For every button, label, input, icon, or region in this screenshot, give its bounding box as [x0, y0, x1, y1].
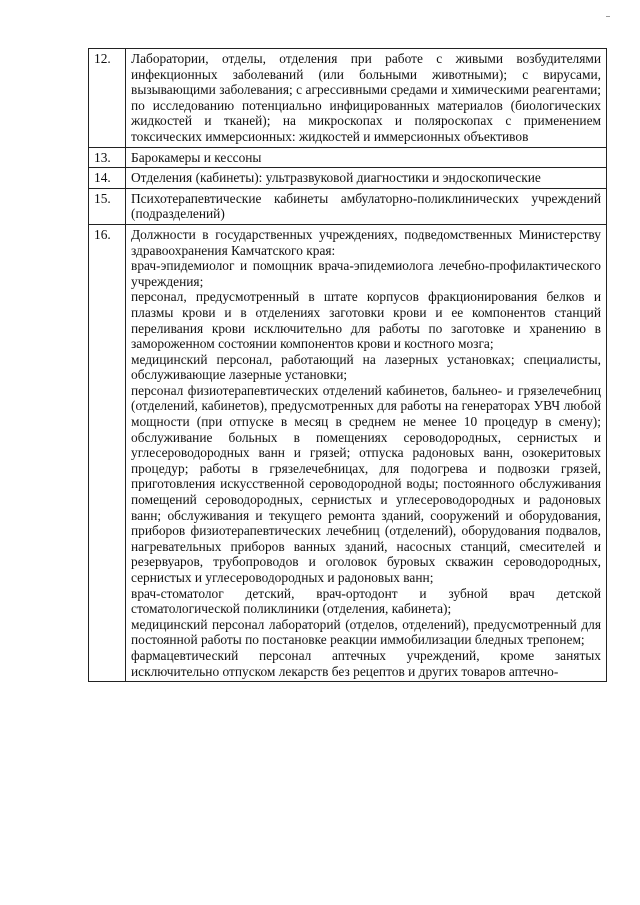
positions-table	[88, 48, 607, 682]
paragraph: врач-эпидемиолог и помощник врача-эпидемиолога лечебно-профилактического учреждения;	[131, 258, 601, 289]
paragraph: медицинский персонал лабораторий (отделов, отделений), предусмотренный для постоянной работы по постановке реакции иммобилизации бледных трепонем;	[131, 616, 601, 648]
row-number: 13.	[89, 147, 126, 168]
paragraph: фармацевтический персонал аптечных учреждений, кроме занятых исключительно отпуском лекарств без рецептов и других товаров аптечно-	[131, 647, 601, 679]
paragraph: персонал, предусмотренный в штате корпусов фракционирования белков и плазмы крови и в отделениях заготовки крови и ее компонентов станций переливания крови исключительно для работы по заготовке и хранению в замороженном состоянии компонентов крови и костного мозга;	[131, 289, 601, 352]
paragraph: медицинский персонал, работающий на лазерных установках; специалисты, обслуживающие лазерные установки;	[131, 351, 601, 383]
row-number: 14.	[89, 168, 126, 189]
table-row	[89, 224, 607, 681]
row-text: Психотерапевтические кабинеты амбулаторно-поликлинических учреждений (подразделений)	[126, 188, 607, 224]
table-row	[89, 49, 607, 148]
scan-mark	[606, 16, 610, 17]
table-row	[89, 168, 607, 189]
row-text-multi	[126, 224, 607, 681]
paragraph: персонал физиотерапевтических отделений кабинетов, бальнео- и грязелечебниц (отделений, кабинетов), предусмотренных для работы на генераторах УВЧ любой мощности (при отпуске в месяц в среднем не менее 10 процедур в смену); обслуживание больных в помещениях сероводородных, сернистых и углесероводородных ванн и грязей; отпуска радоновых ванн, озокеритовых процедур; работы в грязелечебницах, для подогрева и подвозки грязей, приготовления искусственной сероводородной воды; постоянного обслуживания помещений сероводородных, сернистых и углесероводородных и радоновых ванн; обслуживания и текущего ремонта зданий, сооружений и оборудования, приборов физиотерапевтических лечебниц (отделений), оборудования подвалов, нагревательных приборов ванных зданий, насосных станций, смесителей и резервуаров, трубопроводов и оголовок буровых скважин сероводородных, сернистых и углесероводородных и радоновых ванн;	[131, 382, 601, 585]
row-text: Барокамеры и кессоны	[126, 147, 607, 168]
row-number: 16.	[89, 224, 126, 681]
row-text: Лаборатории, отделы, отделения при работе с живыми возбудителями инфекционных заболеваний (или больными животными); с вирусами, вызывающими заболевания; с агрессивными средами и химическими реагентами; по исследованию потенциально инфицированных материалов (биологических жидкостей и тканей); на микроскопах и поляроскопах с применением токсических иммерсионных: жидкостей и иммерсионных объективов	[126, 49, 607, 148]
table-row	[89, 188, 607, 224]
row-number: 15.	[89, 188, 126, 224]
row-text: Отделения (кабинеты): ультразвуковой диагностики и эндоскопические	[126, 168, 607, 189]
table-row	[89, 147, 607, 168]
paragraph: Должности в государственных учреждениях, подведомственных Министерству здравоохранения Камчатского края:	[131, 226, 601, 258]
row-number: 12.	[89, 49, 126, 148]
paragraph: врач-стоматолог детский, врач-ортодонт и зубной врач детской стоматологической поликлиники (отделения, кабинета);	[131, 585, 601, 617]
